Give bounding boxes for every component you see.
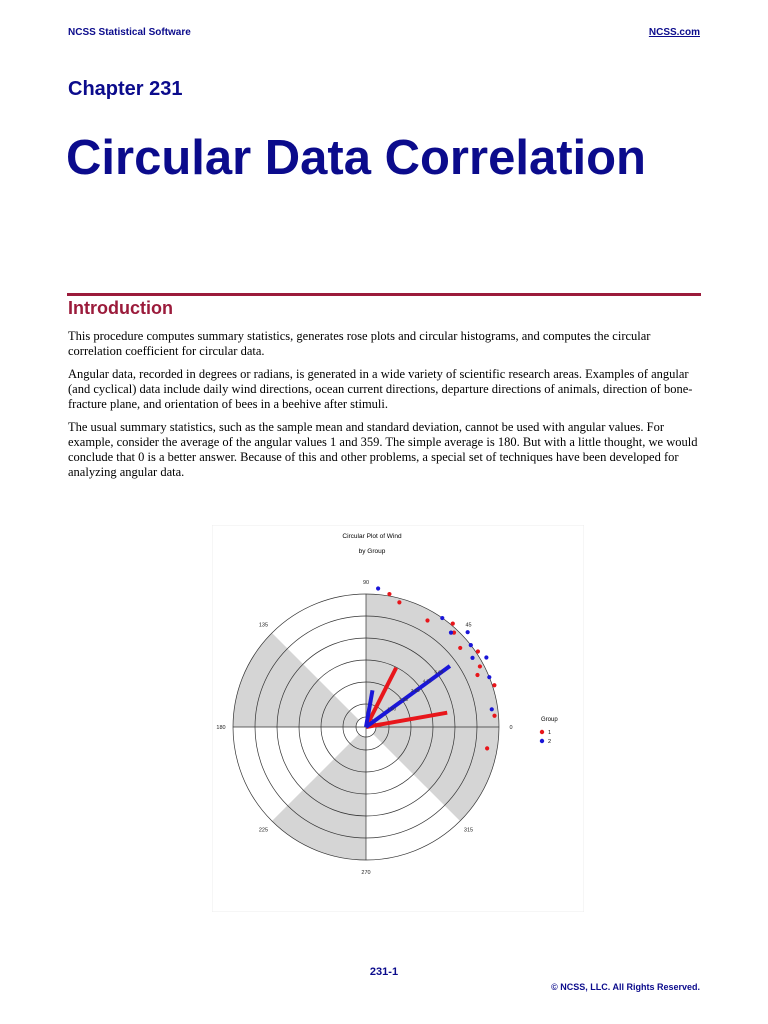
data-point-group-1-11 bbox=[397, 600, 401, 604]
data-point-group-2-8 bbox=[440, 616, 444, 620]
chart-title: Circular Plot of Wind bbox=[342, 533, 402, 540]
legend-title: Group bbox=[541, 717, 558, 723]
data-point-group-1-2 bbox=[492, 714, 496, 718]
angle-tick-0: 0 bbox=[509, 725, 513, 731]
data-point-group-1-4 bbox=[475, 673, 479, 677]
data-point-group-1-6 bbox=[476, 649, 480, 653]
radial-label-4: 4.75 bbox=[422, 678, 432, 684]
angle-tick-135: 135 bbox=[258, 622, 269, 629]
angle-tick-270: 270 bbox=[361, 870, 371, 876]
data-point-group-2-9 bbox=[376, 586, 380, 590]
angle-tick-90: 90 bbox=[362, 580, 370, 586]
data-point-group-2-1 bbox=[490, 707, 494, 711]
legend-marker-1 bbox=[540, 730, 544, 734]
data-point-group-1-3 bbox=[492, 683, 496, 687]
header-left: NCSS Statistical Software bbox=[68, 27, 191, 38]
data-point-group-2-5 bbox=[469, 643, 473, 647]
data-point-group-1-7 bbox=[458, 646, 462, 650]
angle-tick-45: 45 bbox=[465, 622, 472, 629]
copyright: © NCSS, LLC. All Rights Reserved. bbox=[551, 982, 700, 992]
circular-plot-figure bbox=[212, 525, 584, 912]
page-title: Circular Data Correlation bbox=[66, 131, 646, 185]
angle-tick-315: 315 bbox=[463, 827, 474, 834]
data-point-group-2-3 bbox=[484, 655, 488, 659]
data-point-group-1-1 bbox=[485, 746, 489, 750]
data-point-group-1-5 bbox=[478, 664, 482, 668]
data-point-group-2-6 bbox=[466, 630, 470, 634]
radial-label-5: 6.00 bbox=[434, 669, 444, 675]
circular-plot bbox=[212, 525, 584, 912]
data-point-group-1-12 bbox=[387, 592, 391, 596]
page-number: 231-1 bbox=[369, 966, 399, 978]
body-text bbox=[68, 329, 702, 488]
legend-label-2: 2 bbox=[548, 739, 552, 745]
angle-tick-225: 225 bbox=[258, 827, 269, 834]
section-title: Introduction bbox=[68, 298, 173, 318]
chapter-label: Chapter 231 bbox=[68, 78, 183, 100]
paragraph-2: Angular data, recorded in degrees or radians, is generated in a wide variety of scientific research areas. Examples of angular (and cyclical) data include daily wind directions, ocean current directions, departure directions of animals, direction of bone-fracture plane, and orientation of bees in a beehive after stimuli. bbox=[68, 367, 693, 411]
data-point-group-2-4 bbox=[470, 656, 474, 660]
data-point-group-2-7 bbox=[449, 631, 453, 635]
chart-subtitle: by Group bbox=[358, 548, 386, 555]
radial-label-3: 3.50 bbox=[410, 687, 420, 693]
radial-label-2: 2.25 bbox=[399, 697, 408, 703]
legend-marker-2 bbox=[540, 739, 544, 743]
paragraph-1: This procedure computes summary statistics, generates rose plots and circular histograms, and computes the circular correlation coefficient for circular data. bbox=[68, 329, 651, 358]
radial-label-1: 1.00 bbox=[387, 706, 397, 712]
angle-tick-180: 180 bbox=[216, 725, 226, 731]
data-point-group-2-2 bbox=[487, 675, 491, 679]
header-link[interactable]: NCSS.com bbox=[648, 27, 700, 38]
data-point-group-1-9 bbox=[451, 621, 455, 625]
data-point-group-1-10 bbox=[425, 618, 429, 622]
paragraph-3: The usual summary statistics, such as the sample mean and standard deviation, cannot be used with angular values. For example, consider the average of the angular values 1 and 359. The simple average is 180. But with a little thought, we would conclude that 0 is a better answer. Because of this and other problems, a special set of techniques have been developed for analyzing angular data. bbox=[68, 420, 698, 479]
section-rule bbox=[67, 293, 701, 296]
legend-label-1: 1 bbox=[548, 730, 552, 736]
